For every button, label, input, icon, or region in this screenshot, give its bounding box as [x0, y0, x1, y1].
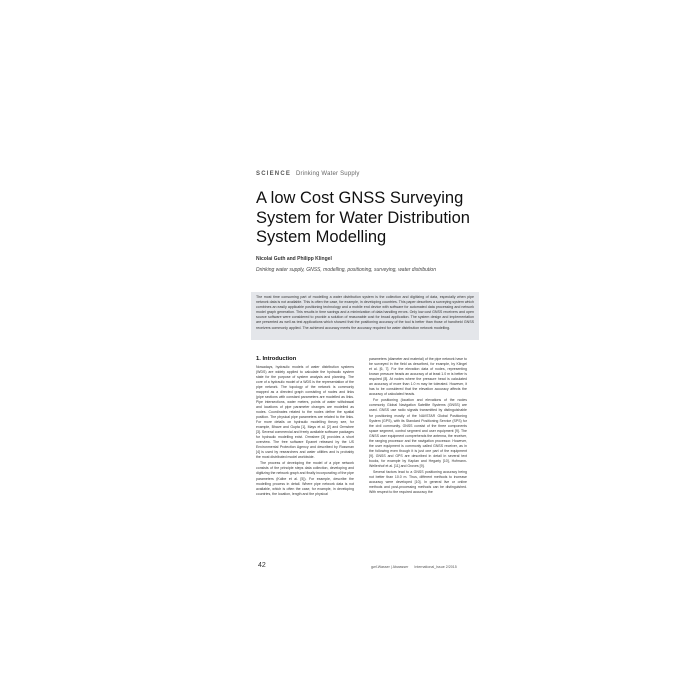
body-paragraph: For positioning (location and elevations of the nodes commonly Global Navigation Satellite Systems (GNSS) are used. GNSS use radio signals transmitted by distinguishable for positioning mostly of the NAVSTAR Global Positioning System (GPS), with its Standard Positioning Service (SPS) for the civil community. GNSS consist of the three components space segment, control segment and user equipment [9]. The GNSS user equipment comprehends the antenna, the receiver, the ranging processor and the navigation processor. However, the user equipment is commonly called GNSS receiver, as in the following even though it is just one part of the equipment [9]. GNSS and GPS are described in detail in several text books, for example by Kaplan and Hegarty [10], Hofmann-Wellenhof et al. [11] and Groves [9]. — [369, 398, 467, 468]
authors: Nicolai Guth and Philipp Klingel — [256, 256, 332, 262]
page-number: 42 — [258, 562, 266, 569]
body-column-right — [369, 357, 467, 496]
body-paragraph: The process of developing the model of a pipe network consists of the principle steps data collection, developing and digitizing the network graph and finally incorporating of the pipe parameters (Kolbe et al. [5]). For example, describe the modelling process in detail. Where pipe network data is not available, which is often the case, for example, in developing countries, the location, length and the physical — [256, 461, 354, 496]
body-column-left — [256, 356, 354, 498]
paper-title: A low Cost GNSS Surveying System for Water Distribution System Modelling — [256, 189, 470, 246]
body-paragraph: Several factors lead to a GNSS positioning accuracy being not better than 10.0 m. Thus, different methods to increase accuracy were developed [10]. In general live or online methods and post-processing methods can be distinguished. With respect to the required accuracy the — [369, 470, 467, 495]
abstract-text: The most time consuming part of modelling a water distribution system is the collection and digitizing of data, especially when pipe network data is not available. This is often the case, for example, in developing countries. This paper describes a surveying system which combines an easily applicable positioning technology and a mobile end device with software for automated data processing and network model graph generation. This results in time savings and a minimization of data handling errors. Only low cost GNSS receivers and open source software were considered to provide a solution of reasonable cost for broad application. The system design and implementation are presented as well as test applications which showed that the positioning accuracy of the tool is better than those of handheld GNSS receivers commonly applied. The achieved accuracy meets the accuracy required for water distribution network modelling. — [256, 295, 475, 330]
section-subtitle: Drinking Water Supply — [295, 171, 360, 177]
body-paragraph: parameters (diameter and material) of the pipe network have to be surveyed in the field as described, for example, by Klingel et al. [6, 7]. For the elevation data of nodes, representing known pressure heads an accuracy of at least 1.0 m is better is required [8]. At nodes where the pressure head is calculated an accuracy of more than 1.0 m may be tolerated. However, it has to be considered that the elevation accuracy affects the accuracy of calculated heads. — [369, 357, 467, 397]
journal-name: gwf-Wasser | Abwasser — [371, 565, 409, 569]
section-keyword: SCIENCE — [256, 171, 292, 177]
section-header — [256, 171, 360, 177]
body-paragraph: Nowadays, hydraulic models of water distribution systems (WDS) are widely applied to calculate the hydraulic system state for the purpose of system analysis and planning. The core of a hydraulic model of a WDS is the representation of the pipe network. The topology of the network is commonly mapped as a directed graph consisting of nodes and links (pipe sections with constant parameters are modelled as links. Pipe intersections, water meters, points of water withdrawal and locations of pipe parameter changes are modelled as nodes. Coordinates related to the nodes define the spatial position. The physical pipe parameters are related to the links. For more details on hydraulic modelling theory see, for example, Bhave and Gupta [1], Mays et al. [2] and Ormsbee [3]. Several commercial and freely available software packages for hydraulic modelling exist. Ormsbee [3] provides a short overview. The free software Epanet released by the US Environmental Protection Agency and described by Rossman [4] is used by researchers and water utilities and is probably the most distributed model worldwide. — [256, 364, 354, 460]
abstract-box — [251, 292, 479, 340]
section-heading: 1. Introduction — [256, 356, 297, 362]
journal-issue: International_Issue 2/2015 — [414, 565, 457, 569]
keywords: Drinking water supply, GNSS, modelling, positioning, surveying, water distribution — [256, 267, 436, 273]
journal-footer — [371, 565, 457, 569]
